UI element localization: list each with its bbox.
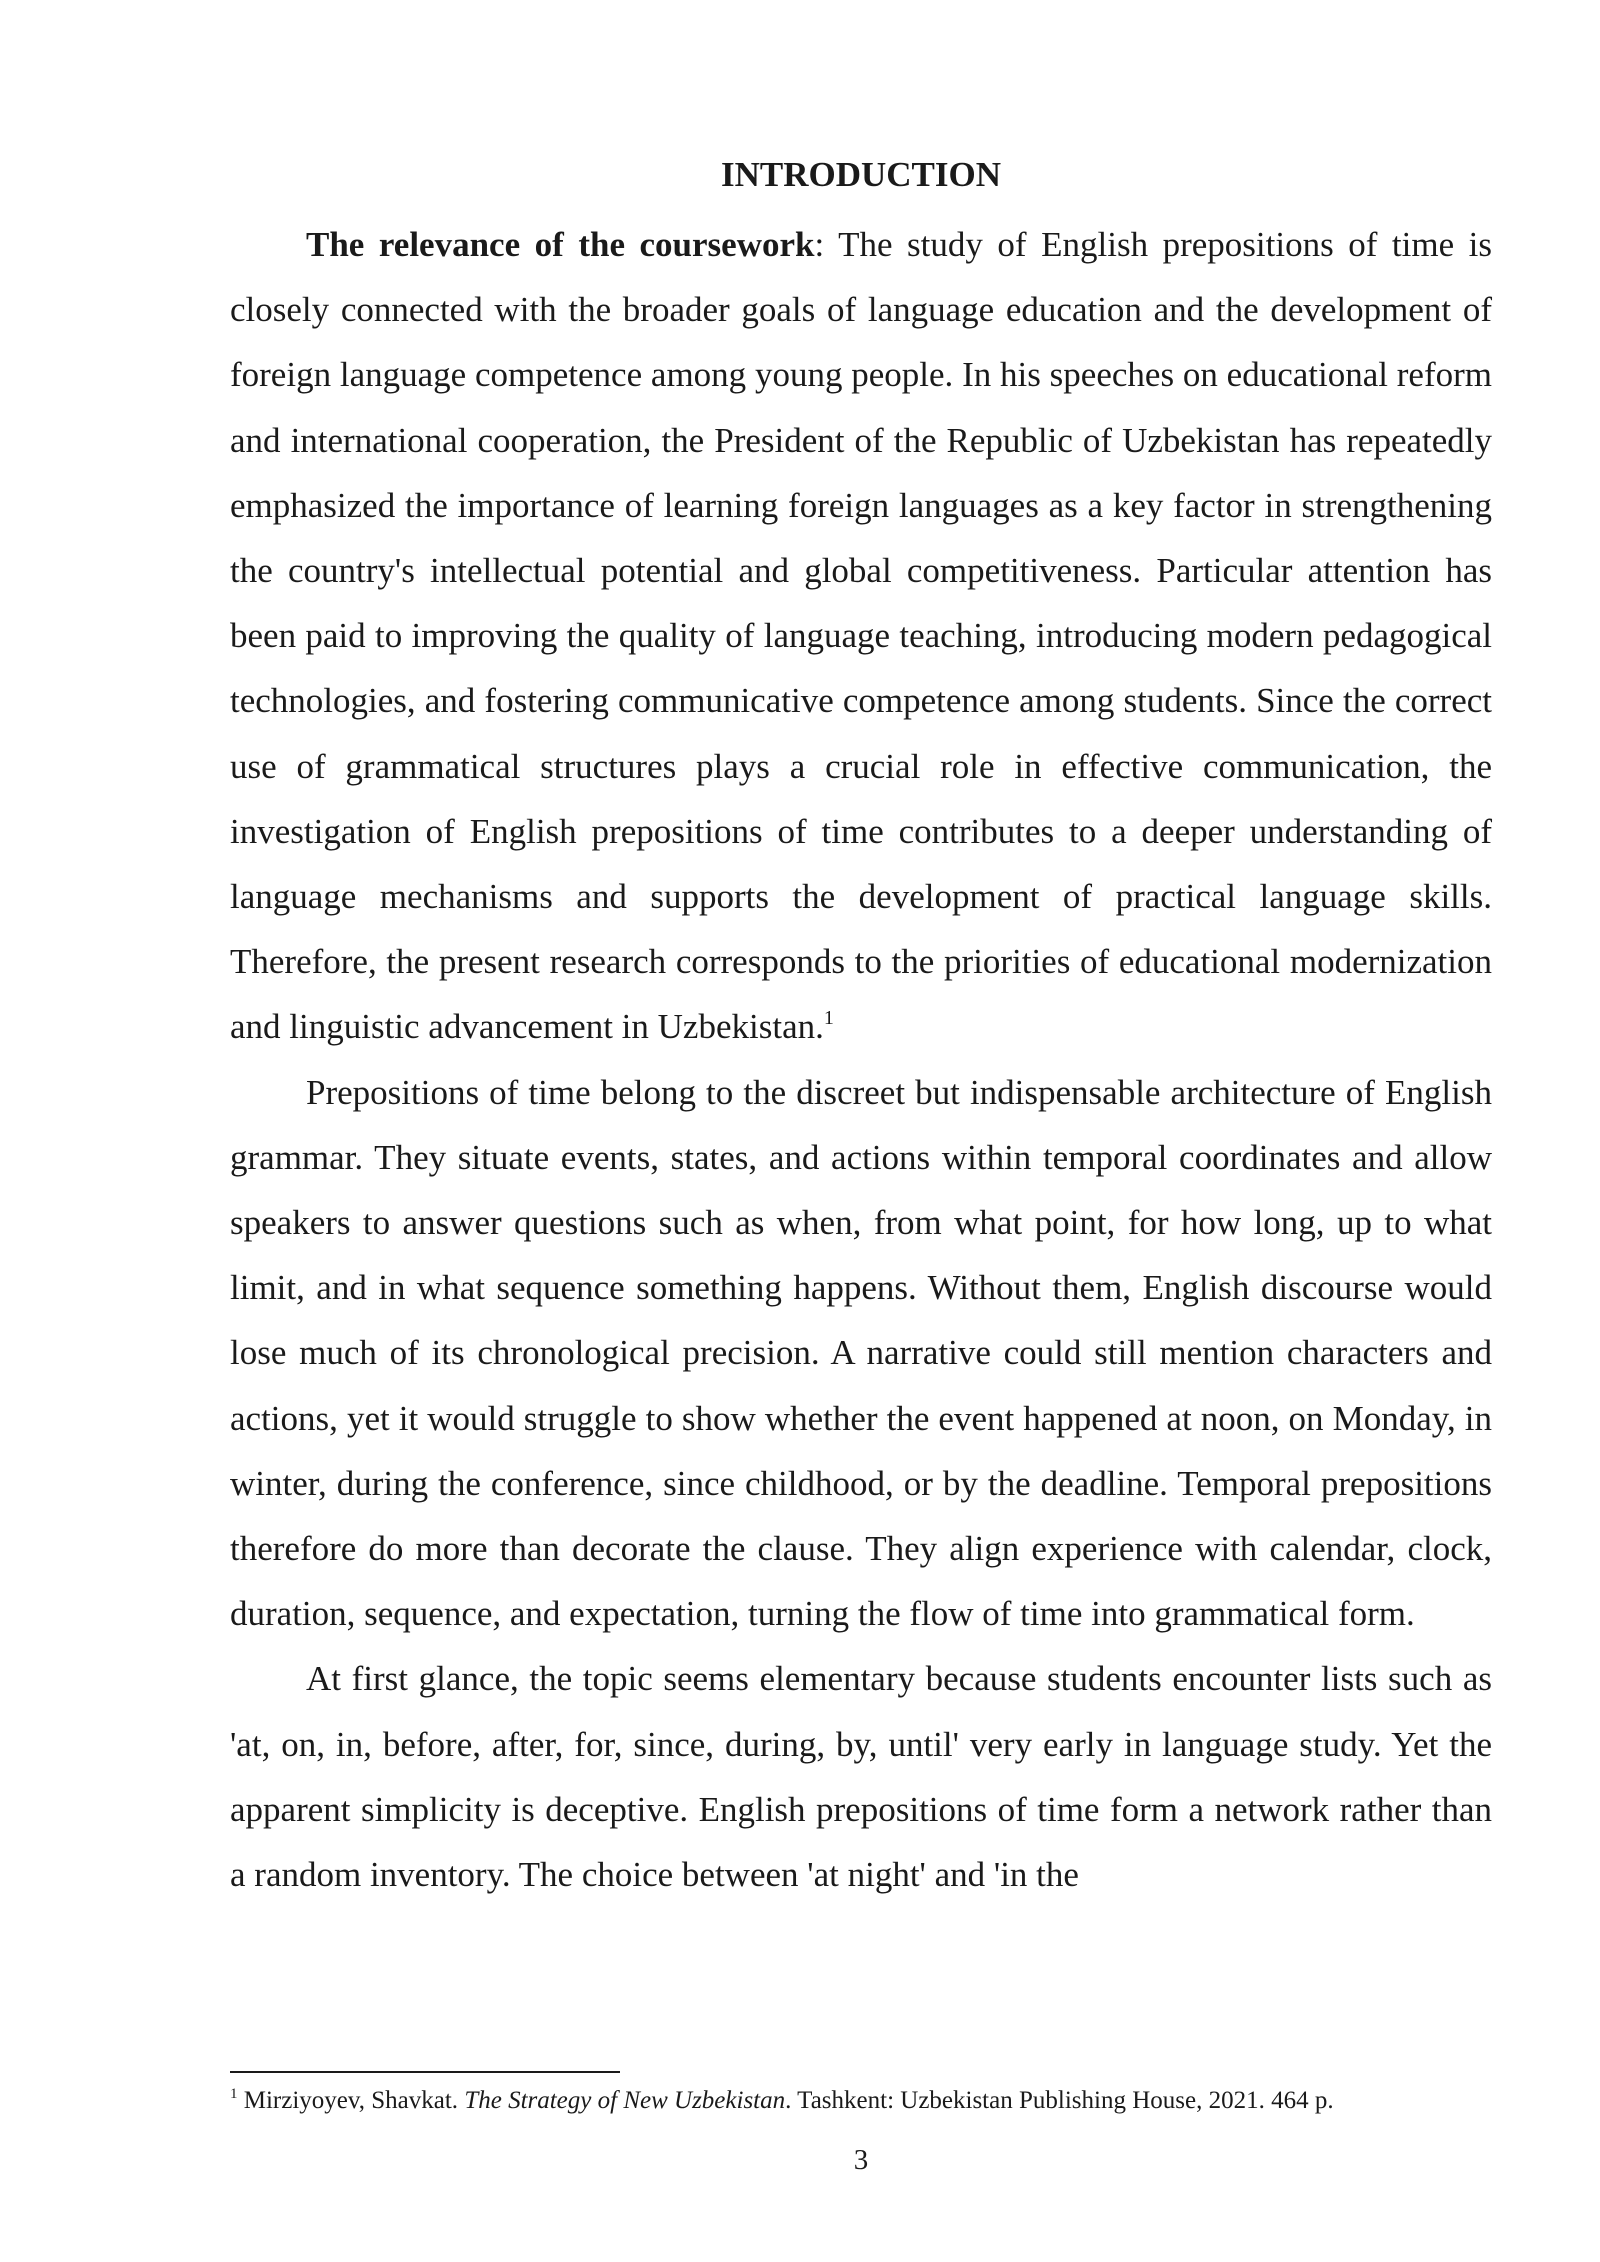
footnote <box>230 2084 1492 2118</box>
footnote-reference[interactable]: 1 <box>823 1007 834 1030</box>
page-number: 3 <box>853 2144 869 2176</box>
footnote-separator <box>230 2071 620 2073</box>
paragraph-first-glance: At first glance, the topic seems elementary because students encounter lists such as 'at, on, in, before, after, for, since, during, by, until' very early in language study. Yet the apparent simplicity is deceptive. English prepositions of time form a network rather than a random inventory. The choice between 'at night' and 'in the <box>230 1659 1492 1895</box>
paragraph-text: : The study of English prepositions of time is closely connected with the broader goals of language education and the development of foreign language competence among young people. In his speeches on educational reform and international cooperation, the President of the Republic of Uzbekistan has repeatedly emphasized the importance of learning foreign languages as a key factor in strengthening the country's intellectual potential and global competitiveness. Particular attention has been paid to improving the quality of language teaching, introducing modern pedagogical technologies, and fostering communicative competence among students. Since the correct use of grammatical structures plays a crucial role in effective communication, the investigation of English prepositions of time contributes to a deeper understanding of language mechanisms and supports the development of practical language skills. Therefore, the present research corresponds to the priorities of educational modernization and linguistic advancement in Uzbekistan. <box>230 225 1492 1047</box>
footnote-author: Mirziyoyev, Shavkat. <box>237 2087 465 2114</box>
paragraph-prepositions: Prepositions of time belong to the discreet but indispensable architecture of English grammar. They situate events, states, and actions within temporal coordinates and allow speakers to answer questions such as when, from what point, for how long, up to what limit, and in what sequence something happens. Without them, English discourse would lose much of its chronological precision. A narrative could still mention characters and actions, yet it would struggle to show whether the event happened at noon, on Monday, in winter, during the conference, since childhood, or by the deadline. Temporal prepositions therefore do more than decorate the clause. They align experience with calendar, clock, duration, sequence, and expectation, turning the flow of time into grammatical form. <box>230 1072 1492 1634</box>
paragraph-lead: The relevance of the coursework <box>306 225 815 264</box>
paragraph-relevance <box>230 212 1492 1060</box>
footnote-marker: 1 <box>230 2086 238 2102</box>
section-heading: INTRODUCTION <box>720 155 1002 194</box>
body-text <box>230 212 1492 1907</box>
footnote-publication: . Tashkent: Uzbekistan Publishing House, 2021. 464 p. <box>785 2087 1334 2114</box>
footnote-title: The Strategy of New Uzbekistan <box>464 2087 786 2114</box>
